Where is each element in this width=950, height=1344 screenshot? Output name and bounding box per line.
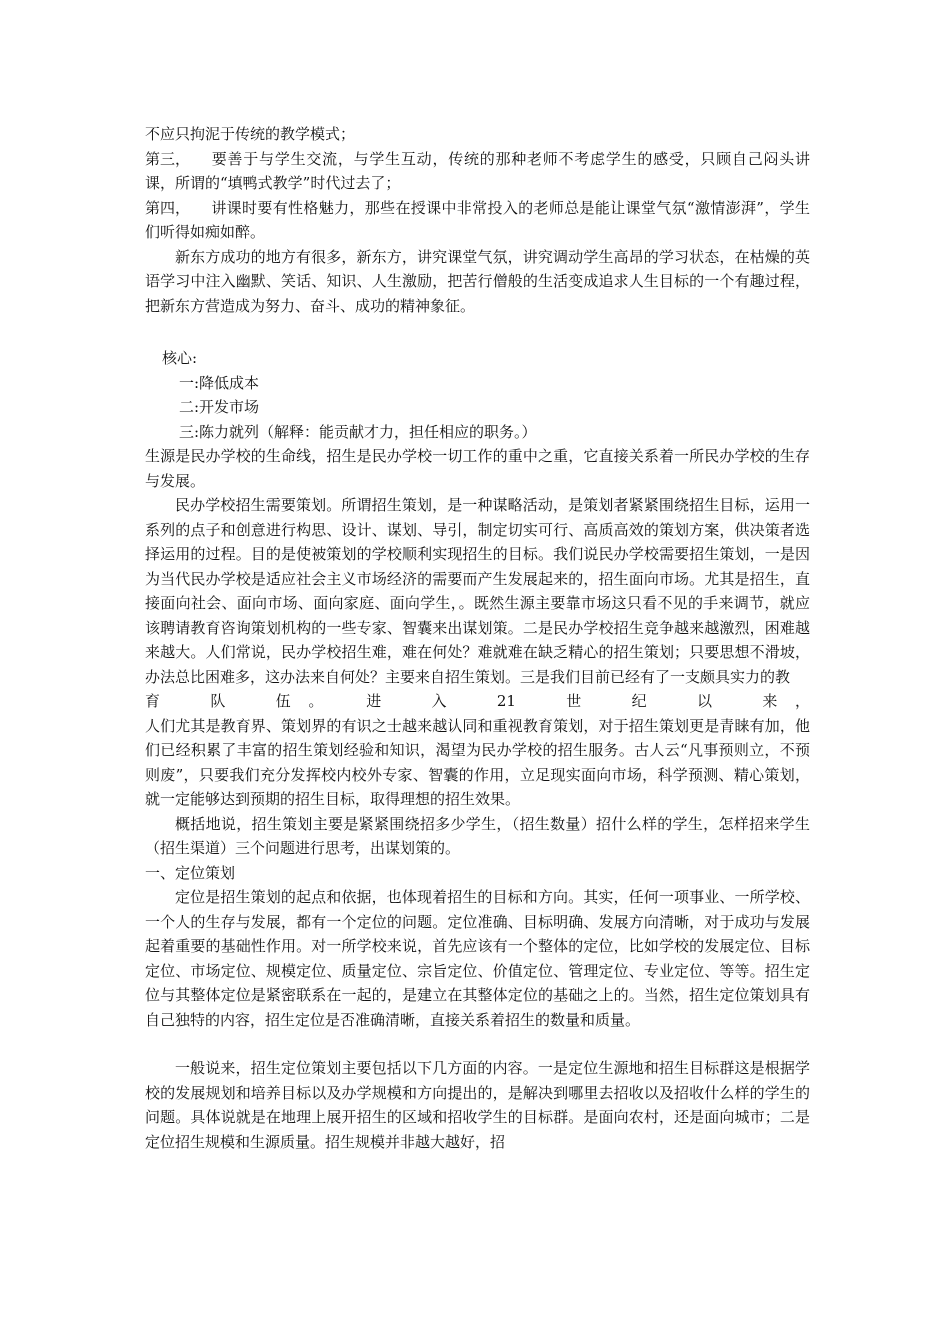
paragraph-point-four <box>145 196 810 245</box>
paragraph-planning-part-b: 育 队 伍。 进 入 21 世 纪 以 来， <box>145 692 810 710</box>
point-three-label: 第三， <box>145 149 191 168</box>
paragraph-planning-part-a: 民办学校招生需要策划。所谓招生策划，是一种谋略活动，是策划者紧紧围绕招生目标，运用一系列的点子和创意进行构思、设计、谋划、导引，制定切实可行、高质高效的策划方案，供决策者选择运用的过程。目的是使被策划的学校顺利实现招生的目标。我们说民办学校需要招生策划，一是因为当代民办学校是适应社会主义市场经济的需要而产生发展起来的，招生面向市场。尤其是招生，直接面向社会、面向市场、面向家庭、面向学生，。既然生源主要靠市场这只看不见的手来调节，就应该聘请教育咨询策划机构的一些专家、智囊来出谋划策。二是民办学校招生竞争越来越激烈，困难越来越大。人们常说，民办学校招生难，难在何处？难就难在缺乏精心的招生策划；只要思想不滑坡，办法总比困难多，这办法来自何处？主要来自招生策划。三是我们目前已经有了一支颇具实力的教 <box>145 496 810 686</box>
blank-line <box>145 1032 810 1056</box>
paragraph-summary: 概括地说，招生策划主要是紧紧围绕招多少学生，（招生数量）招什么样的学生，怎样招来学生（招生渠道）三个问题进行思考，出谋划策的。 <box>145 814 810 857</box>
paragraph-xdf-success: 新东方成功的地方有很多，新东方，讲究课堂气氛，讲究调动学生高昂的学习状态，在枯燥的英语学习中注入幽默、笑话、知识、人生激励，把苦行僧般的生活变成追求人生目标的一个有趣过程，把新东方营造成为努力、奋斗、成功的精神象征。 <box>145 247 810 315</box>
document-page <box>145 122 810 1154</box>
point-four-text: 讲课时要有性格魅力，那些在授课中非常投入的老师总是能让课堂气氛“激情澎湃”，学生们听得如痴如醉。 <box>145 198 810 241</box>
point-three-text: 要善于与学生交流，与学生互动，传统的那种老师不考虑学生的感受，只顾自己闷头讲课，所谓的“填鸭式教学”时代过去了； <box>145 149 810 192</box>
paragraph-source-lifeline: 生源是民办学校的生命线，招生是民办学校一切工作的重中之重，它直接关系着一所民办学校的生存与发展。 <box>145 447 810 490</box>
point-four-label: 第四， <box>145 198 191 217</box>
blank-line <box>145 318 810 346</box>
heading-positioning: 一、定位策划 <box>145 863 236 882</box>
paragraph-general: 一般说来，招生定位策划主要包括以下几方面的内容。一是定位生源地和招生目标群这是根据学校的发展规划和培养目标以及办学规模和方向提出的，是解决到哪里去招收以及招收什么样的学生的问题。具体说就是在地理上展开招生的区域和招收学生的目标群。是面向农村，还是面向城市；二是定位招生规模和生源质量。招生规模并非越大越好，招 <box>145 1059 810 1151</box>
paragraph-point-three <box>145 147 810 196</box>
core-title: 核心: <box>162 349 198 367</box>
paragraph-positioning: 定位是招生策划的起点和依据，也体现着招生的目标和方向。其实，任何一项事业、一所学校、一个人的生存与发展，都有一个定位的问题。定位准确、目标明确、发展方向清晰，对于成功与发展起着重要的基础性作用。对一所学校来说，首先应该有一个整体的定位，比如学校的发展定位、目标定位、市场定位、规模定位、质量定位、宗旨定位、价值定位、管理定位、专业定位、等等。招生定位与其整体定位是紧密联系在一起的，是建立在其整体定位的基础之上的。当然，招生定位策划具有自己独特的内容，招生定位是否准确清晰，直接关系着招生的数量和质量。 <box>145 888 810 1029</box>
paragraph-planning-part-c: 人们尤其是教育界、策划界的有识之士越来越认同和重视教育策划，对于招生策划更是青睐有加，他们已经积累了丰富的招生策划经验和知识，渴望为民办学校的招生服务。古人云“凡事预则立，不预则废”，只要我们充分发挥校内校外专家、智囊的作用，立足现实面向市场，科学预测、精心策划，就一定能够达到预期的招生目标，取得理想的招生效果。 <box>145 716 810 808</box>
core-item-1: 一:降低成本 <box>179 373 260 392</box>
paragraph-teaching-mode: 不应只拘泥于传统的教学模式； <box>145 125 356 143</box>
core-item-3: 三:陈力就列（解释：能贡献才力，担任相应的职务。） <box>179 422 537 441</box>
core-item-2: 二:开发市场 <box>179 398 260 416</box>
